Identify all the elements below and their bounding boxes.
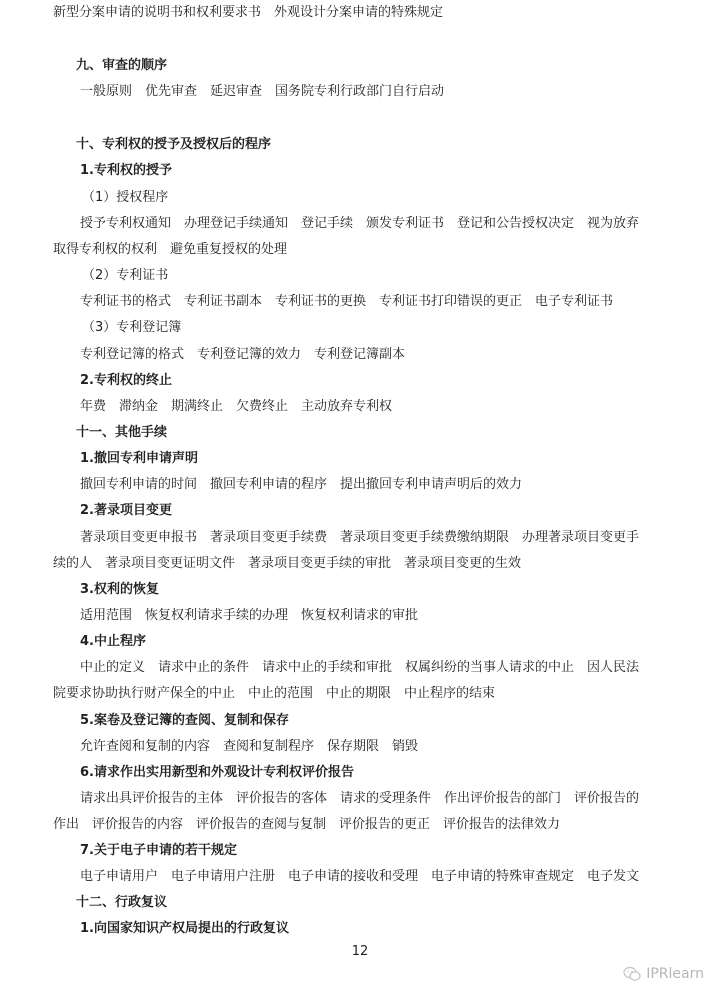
- paragraph-line: 作出 评价报告的内容 评价报告的查阅与复制 评价报告的更正 评价报告的法律效力: [53, 817, 561, 832]
- subsection-heading: 2.专利权的终止: [80, 373, 172, 388]
- body-line: 著录项目变更申报书 著录项目变更手续费 著录项目变更手续费缴纳期限 办理著录项目变更手: [80, 530, 640, 545]
- subsection-heading: 3.权利的恢复: [80, 582, 159, 597]
- subsection-heading: 7.关于电子申请的若干规定: [80, 843, 237, 858]
- paragraph-line: 续的人 著录项目变更证明文件 著录项目变更手续的审批 著录项目变更的生效: [53, 556, 522, 571]
- body-line: 电子申请用户 电子申请用户注册 电子申请的接收和受理 电子申请的特殊审查规定 电子发文: [80, 869, 640, 884]
- watermark: [623, 966, 704, 982]
- subsection-heading: 1.撤回专利申请声明: [80, 451, 198, 466]
- body-line: 请求出具评价报告的主体 评价报告的客体 请求的受理条件 作出评价报告的部门 评价报告的: [80, 791, 640, 806]
- body-line: 允许查阅和复制的内容 查阅和复制程序 保存期限 销毁: [80, 739, 419, 754]
- subsection-heading: 1.向国家知识产权局提出的行政复议: [80, 921, 289, 936]
- paragraph-line: 取得专利权的权利 避免重复授权的处理: [53, 242, 288, 257]
- subsection-heading: 6.请求作出实用新型和外观设计专利权评价报告: [80, 765, 354, 780]
- paragraph-line: 院要求协助执行财产保全的中止 中止的范围 中止的期限 中止程序的结束: [53, 686, 496, 701]
- subsection-heading: 5.案卷及登记簿的查阅、复制和保存: [80, 713, 289, 728]
- item-heading: （3）专利登记簿: [82, 320, 182, 335]
- subsection-heading: 4.中止程序: [80, 634, 146, 649]
- body-line: 适用范围 恢复权利请求手续的办理 恢复权利请求的审批: [80, 608, 419, 623]
- section-heading: 十、专利权的授予及授权后的程序: [76, 137, 272, 152]
- body-line: 年费 滞纳金 期满终止 欠费终止 主动放弃专利权: [80, 399, 393, 414]
- wechat-icon: [623, 966, 641, 982]
- section-heading: 十一、其他手续: [76, 425, 168, 440]
- page-number: 12: [351, 944, 369, 959]
- body-line: 专利登记簿的格式 专利登记簿的效力 专利登记簿副本: [80, 347, 406, 362]
- body-line: 专利证书的格式 专利证书副本 专利证书的更换 专利证书打印错误的更正 电子专利证书: [80, 294, 614, 309]
- body-line: 撤回专利申请的时间 撤回专利申请的程序 提出撤回专利申请声明后的效力: [80, 477, 523, 492]
- watermark-text: IPRlearn: [646, 966, 704, 982]
- body-line: 授予专利权通知 办理登记手续通知 登记手续 颁发专利证书 登记和公告授权决定 视为放弃: [80, 216, 640, 231]
- subsection-heading: 2.著录项目变更: [80, 503, 172, 518]
- section-heading: 十二、行政复议: [76, 895, 168, 910]
- paragraph-line: 新型分案申请的说明书和权利要求书 外观设计分案申请的特殊规定: [53, 5, 444, 20]
- body-line: 一般原则 优先审查 延迟审查 国务院专利行政部门自行启动: [80, 84, 445, 99]
- item-heading: （2）专利证书: [82, 268, 169, 283]
- section-heading: 九、审查的顺序: [76, 58, 168, 73]
- body-line: 中止的定义 请求中止的条件 请求中止的手续和审批 权属纠纷的当事人请求的中止 因人民法: [80, 660, 640, 675]
- subsection-heading: 1.专利权的授予: [80, 163, 172, 178]
- item-heading: （1）授权程序: [82, 190, 169, 205]
